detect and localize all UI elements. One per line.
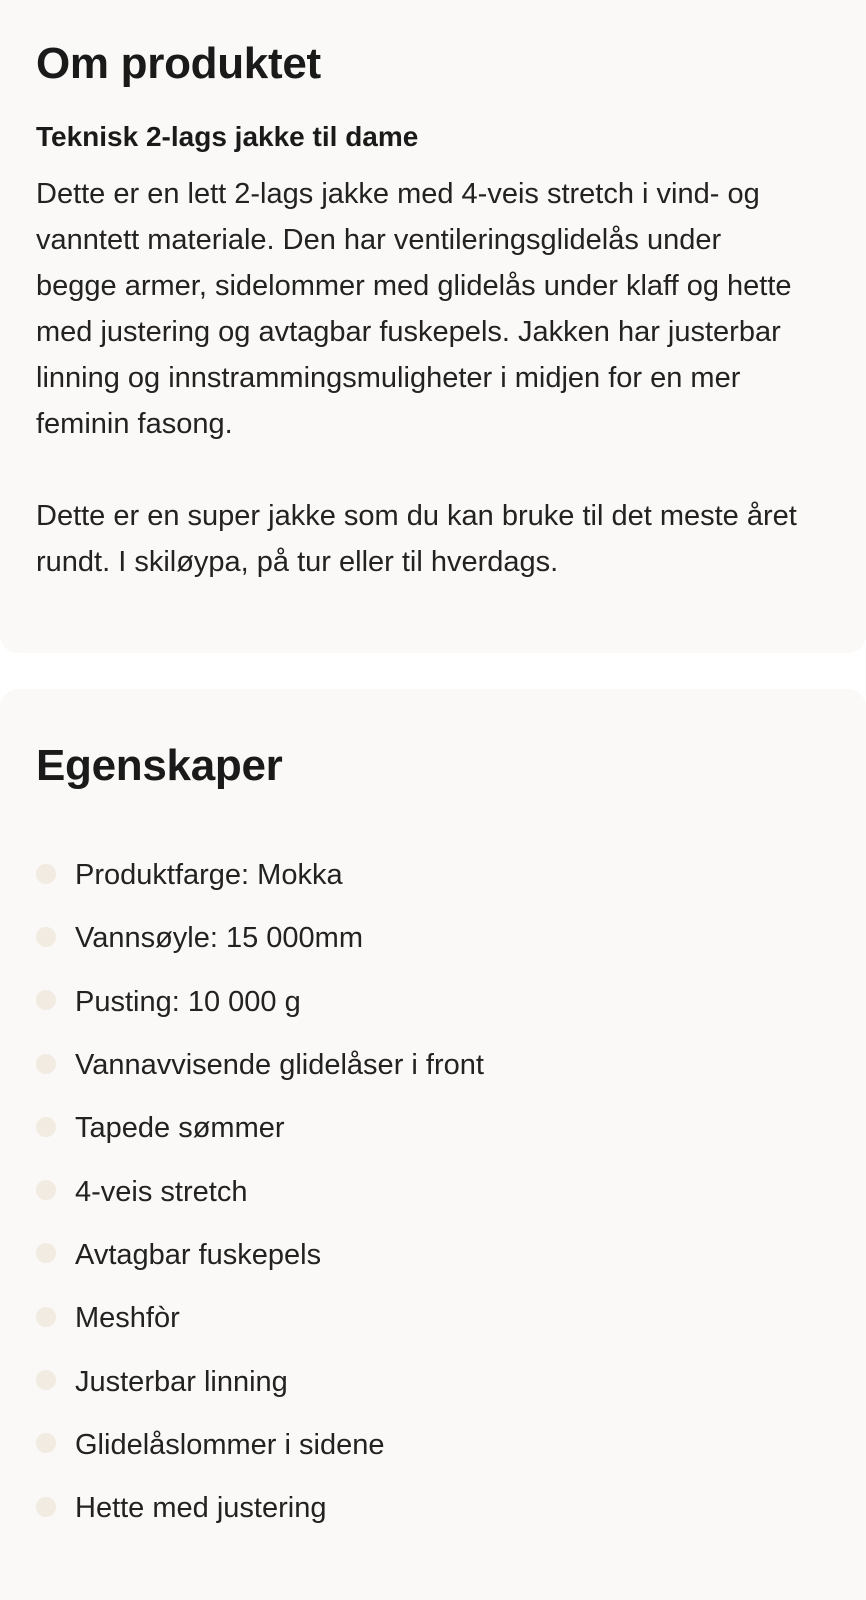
dot-bullet-icon bbox=[36, 1054, 56, 1074]
list-item bbox=[36, 907, 830, 970]
property-label: Pusting: 10 000 g bbox=[75, 985, 301, 1018]
property-label: Glidelåslommer i sidene bbox=[75, 1428, 385, 1461]
dot-bullet-icon bbox=[36, 1433, 56, 1453]
list-item bbox=[36, 844, 830, 907]
dot-bullet-icon bbox=[36, 1497, 56, 1517]
property-label: Meshfòr bbox=[75, 1302, 180, 1335]
property-label: Avtagbar fuskepels bbox=[75, 1238, 322, 1271]
dot-bullet-icon bbox=[36, 1307, 56, 1327]
property-label: Vannavvisende glidelåser i front bbox=[75, 1049, 484, 1082]
product-description-paragraph-2: Dette er en super jakke som du kan bruke til det meste året rundt. I skiløypa, på tur eller til hverdags. bbox=[36, 500, 797, 578]
list-item bbox=[36, 971, 830, 1034]
dot-bullet-icon bbox=[36, 1243, 56, 1263]
about-product-section bbox=[0, 0, 866, 653]
dot-bullet-icon bbox=[36, 1370, 56, 1390]
dot-bullet-icon bbox=[36, 1117, 56, 1137]
list-item bbox=[36, 1224, 830, 1287]
list-item bbox=[36, 1160, 830, 1223]
section-title-properties: Egenskaper bbox=[36, 741, 283, 790]
list-item bbox=[36, 1034, 830, 1097]
dot-bullet-icon bbox=[36, 927, 56, 947]
section-title-about: Om produktet bbox=[36, 39, 321, 88]
property-label: Justerbar linning bbox=[75, 1365, 288, 1398]
dot-bullet-icon bbox=[36, 1180, 56, 1200]
list-item bbox=[36, 1097, 830, 1160]
property-label: Vannsøyle: 15 000mm bbox=[75, 922, 363, 955]
properties-list bbox=[36, 844, 830, 1540]
product-description-paragraph-1: Dette er en lett 2-lags jakke med 4-veis stretch i vind- og vanntett materiale. Den har ventileringsglidelås under begge armer, sidelommer med glidelås under klaff og hette med justering og avtagbar fuskepels. Jakken har justerbar linning og innstrammingsmuligheter i midjen for en mer feminin fasong. bbox=[36, 178, 792, 440]
property-label: Produktfarge: Mokka bbox=[75, 859, 343, 892]
product-subtitle: Teknisk 2-lags jakke til dame bbox=[36, 121, 419, 152]
dot-bullet-icon bbox=[36, 990, 56, 1010]
list-item bbox=[36, 1477, 830, 1540]
property-label: Tapede sømmer bbox=[75, 1112, 285, 1145]
list-item bbox=[36, 1287, 830, 1350]
dot-bullet-icon bbox=[36, 864, 56, 884]
list-item bbox=[36, 1350, 830, 1413]
properties-section bbox=[0, 689, 866, 1600]
property-label: 4-veis stretch bbox=[75, 1175, 248, 1208]
property-label: Hette med justering bbox=[75, 1492, 327, 1525]
list-item bbox=[36, 1414, 830, 1477]
